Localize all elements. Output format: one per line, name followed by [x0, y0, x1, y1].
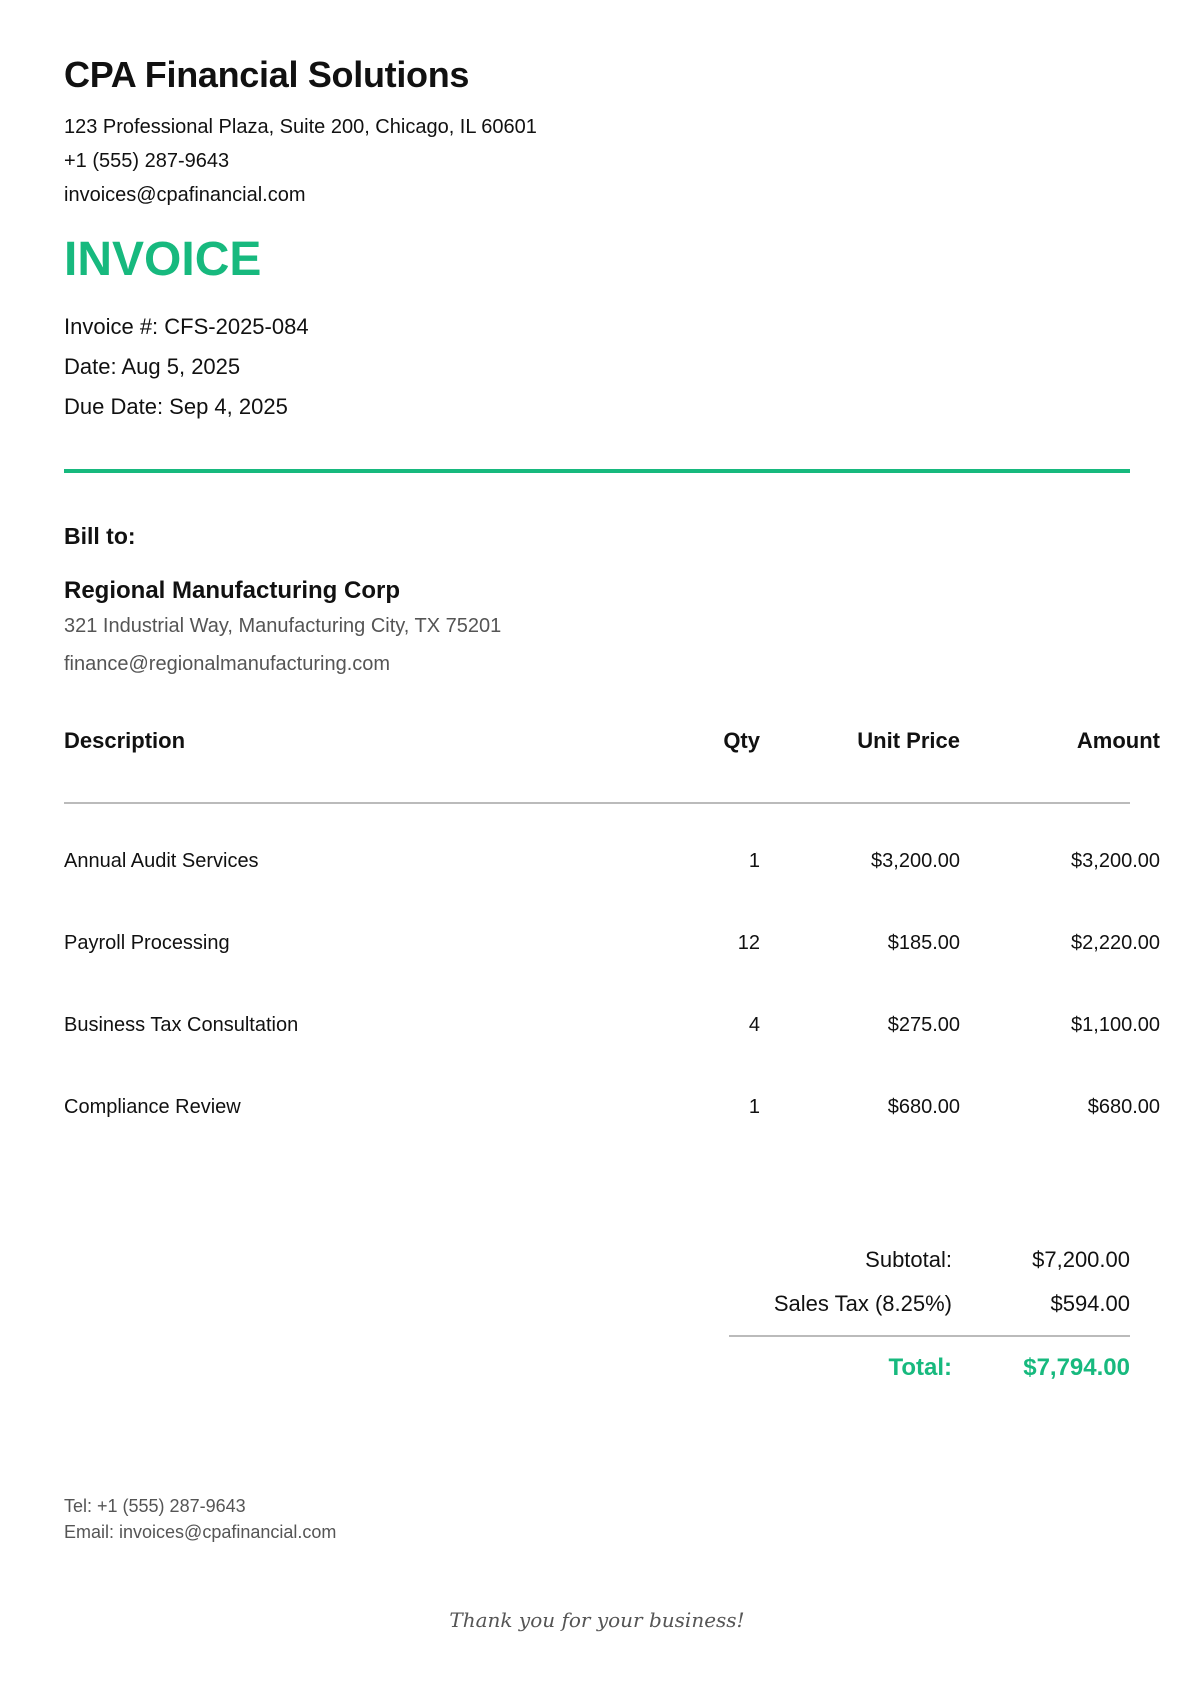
accent-divider: [64, 469, 1130, 473]
row-qty: 1: [748, 850, 760, 872]
client-email: finance@regionalmanufacturing.com: [64, 653, 391, 675]
row-unit-price: $275.00: [887, 1014, 960, 1036]
row-unit-price: $3,200.00: [871, 850, 960, 872]
row-description: Compliance Review: [64, 1096, 241, 1118]
header-amount: Amount: [1076, 728, 1160, 753]
header-description: Description: [64, 728, 186, 753]
footer-email: Email: invoices@cpafinancial.com: [64, 1522, 337, 1542]
header-qty: Qty: [723, 728, 760, 753]
client-address: 321 Industrial Way, Manufacturing City, TX 75201: [64, 615, 502, 637]
subtotal-label: Subtotal:: [865, 1247, 952, 1272]
row-unit-price: $680.00: [887, 1096, 960, 1118]
company-name: CPA Financial Solutions: [64, 54, 470, 95]
row-unit-price: $185.00: [887, 932, 960, 954]
thank-you-note: Thank you for your business!: [449, 1608, 745, 1632]
footer-phone: Tel: +1 (555) 287-9643: [64, 1496, 246, 1516]
row-qty: 12: [737, 932, 760, 954]
row-amount: $680.00: [1087, 1096, 1160, 1118]
invoice-title: INVOICE: [64, 233, 262, 286]
invoice-date: Date: Aug 5, 2025: [64, 354, 241, 379]
totals-divider: [729, 1335, 1130, 1337]
subtotal-value: $7,200.00: [1032, 1247, 1130, 1272]
invoice-due-date: Due Date: Sep 4, 2025: [64, 394, 288, 419]
row-amount: $3,200.00: [1071, 850, 1160, 872]
total-value: $7,794.00: [1023, 1354, 1130, 1381]
table-row: [64, 850, 1160, 890]
invoice-number: Invoice #: CFS-2025-084: [64, 314, 309, 339]
row-qty: 4: [748, 1014, 760, 1036]
header-unit-price: Unit Price: [857, 728, 960, 753]
company-phone: +1 (555) 287-9643: [64, 150, 230, 172]
row-description: Business Tax Consultation: [64, 1014, 299, 1036]
company-address: 123 Professional Plaza, Suite 200, Chicago, IL 60601: [64, 116, 537, 138]
row-qty: 1: [748, 1096, 760, 1118]
row-amount: $1,100.00: [1071, 1014, 1160, 1036]
table-row: [64, 1014, 1160, 1054]
table-header-divider: [64, 802, 1130, 804]
tax-value: $594.00: [1050, 1291, 1130, 1316]
row-description: Annual Audit Services: [64, 850, 259, 872]
tax-label: Sales Tax (8.25%): [773, 1291, 952, 1316]
total-label: Total:: [888, 1354, 952, 1381]
table-row: [64, 932, 1160, 972]
client-name: Regional Manufacturing Corp: [64, 577, 400, 604]
invoice-page: [64, 0, 1160, 1684]
bill-to-label: Bill to:: [64, 523, 136, 549]
row-amount: $2,220.00: [1071, 932, 1160, 954]
row-description: Payroll Processing: [64, 932, 230, 954]
company-email: invoices@cpafinancial.com: [64, 184, 306, 206]
table-row: [64, 1096, 1160, 1136]
